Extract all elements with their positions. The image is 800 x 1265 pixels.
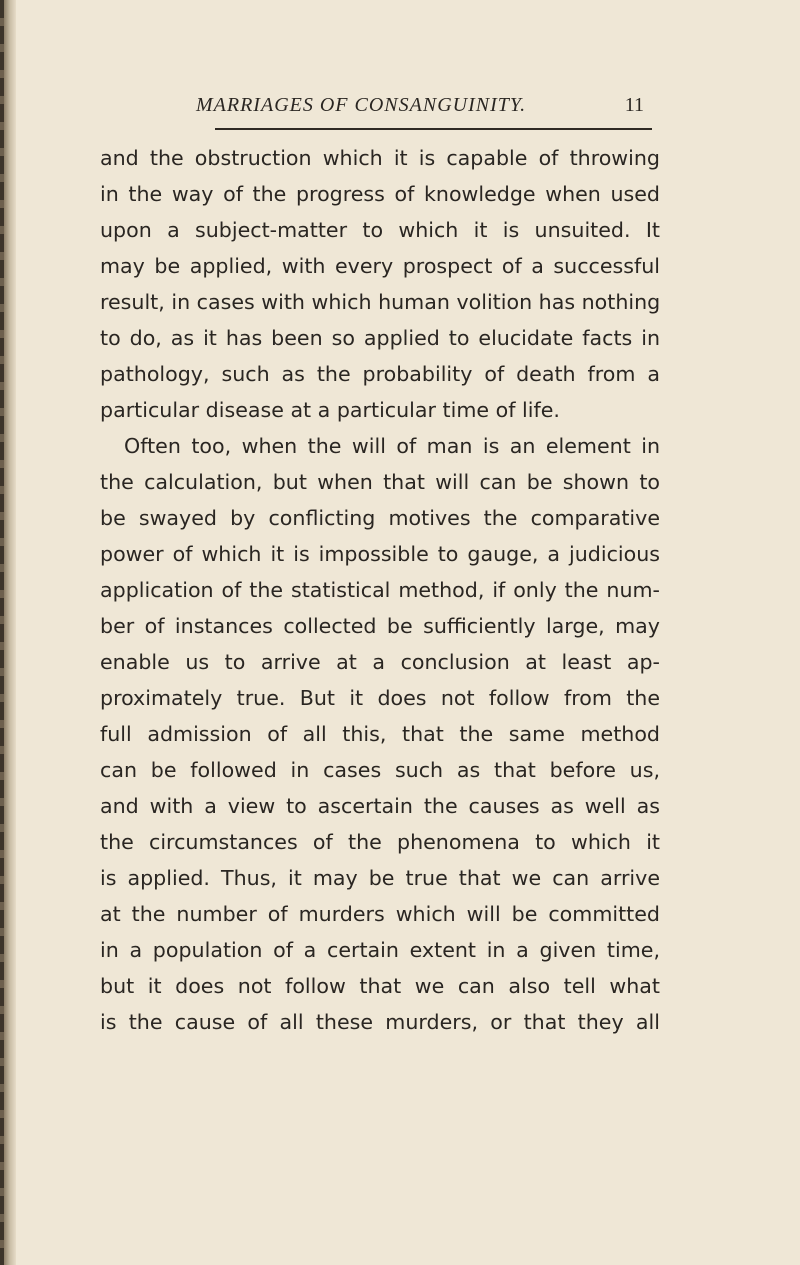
- text-line: result, in cases with which human volition has nothing: [100, 290, 660, 314]
- text-line: pathology, such as the probability of death from a: [100, 362, 660, 386]
- text-line: can be followed in cases such as that before us,: [100, 758, 660, 782]
- text-line: may be applied, with every prospect of a successful: [100, 254, 660, 278]
- text-line: application of the statistical method, if only the num-: [100, 578, 660, 602]
- page-number: 11: [624, 94, 644, 116]
- text-line: full admission of all this, that the same method: [100, 722, 660, 746]
- header-rule: [215, 128, 652, 130]
- page-header: [196, 94, 652, 122]
- text-line: in a population of a certain extent in a given time,: [100, 938, 660, 962]
- text-line: is the cause of all these murders, or that they all: [100, 1010, 660, 1034]
- text-line: the circumstances of the phenomena to which it: [100, 830, 660, 854]
- text-line: but it does not follow that we can also tell what: [100, 974, 660, 998]
- text-line: ber of instances collected be sufficiently large, may: [100, 614, 660, 638]
- text-line: power of which it is impossible to gauge, a judicious: [100, 542, 660, 566]
- text-line: the calculation, but when that will can be shown to: [100, 470, 660, 494]
- text-line: enable us to arrive at a conclusion at least ap-: [100, 650, 660, 674]
- body-text: [100, 140, 660, 1040]
- text-line: and the obstruction which it is capable of throwing: [100, 146, 660, 170]
- binding-edge: [0, 0, 4, 1265]
- text-line: and with a view to ascertain the causes as well as: [100, 794, 660, 818]
- book-spine-shadow: [0, 0, 16, 1265]
- text-line: to do, as it has been so applied to elucidate facts in: [100, 326, 660, 350]
- text-line: be swayed by conflicting motives the comparative: [100, 506, 660, 530]
- text-line: upon a subject-matter to which it is unsuited. It: [100, 218, 660, 242]
- text-line: proximately true. But it does not follow from the: [100, 686, 660, 710]
- paragraph-end-line: particular disease at a particular time of life.: [100, 398, 560, 422]
- text-line: is applied. Thus, it may be true that we can arrive: [100, 866, 660, 890]
- text-line: at the number of murders which will be committed: [100, 902, 660, 926]
- text-line: in the way of the progress of knowledge when used: [100, 182, 660, 206]
- paragraph-start-line: Often too, when the will of man is an element in: [124, 434, 660, 458]
- running-head: MARRIAGES OF CONSANGUINITY.: [196, 94, 527, 116]
